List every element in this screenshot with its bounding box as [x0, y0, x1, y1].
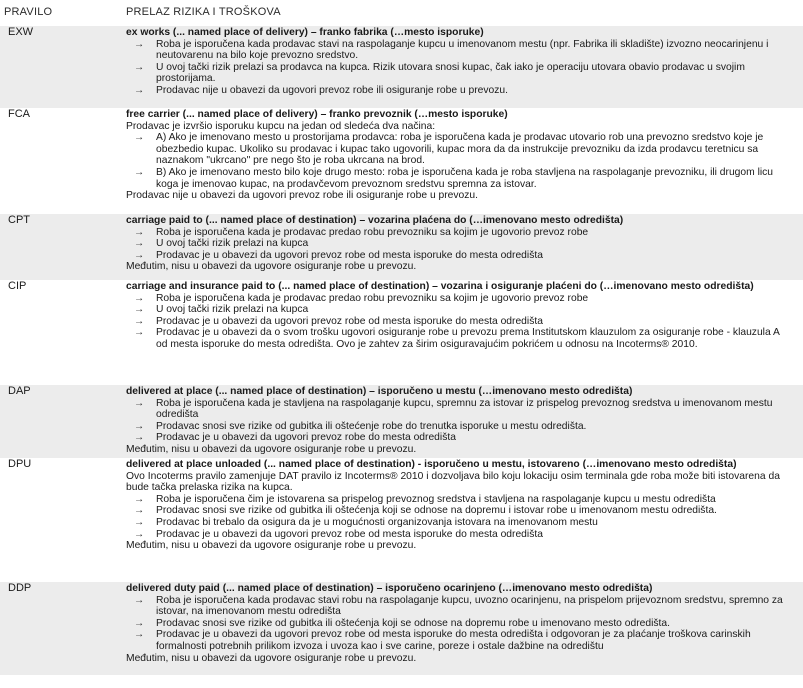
rule-note: Međutim, nisu u obavezi da ugovore osiguranje robe u prevozu.: [126, 261, 417, 273]
list-item: [126, 398, 789, 421]
list-item-text: Prodavac snosi sve rizike od gubitka ili oštećenje robe do trenutka isporuke u mestu odredišta.: [156, 420, 587, 432]
rule-description: [120, 458, 803, 582]
list-item-text: A) Ako je imenovano mesto u prostorijama prodavca: roba je isporučena kada je prodavac utovario rob una prevozno sredstvo koje je obezbedio kupac. Ukoliko su prodavac i kupac tako ugovorili, kupac mora da da instrukcije prevozniku da izda prodavcu teretnicu sa naznakom "ukrcano" pre nego što je roba ukrcana na brod.: [156, 132, 764, 167]
rule-cell: [0, 582, 120, 675]
list-item-text: B) Ako je imenovano mesto bilo koje drugo mesto: roba je isporučena kada je roba stavljena na raspolaganje prevozniku, ili drugom licu koga je imenovao kupac, na prodavčevom prevoznom sredstvu spremna za istovar.: [156, 166, 774, 190]
table-row: [0, 26, 803, 108]
list-item: [126, 432, 789, 444]
arrow-right-icon: →: [134, 38, 145, 50]
list-item-text: U ovoj tački rizik prelazi na kupca: [156, 238, 309, 250]
rule-code: DAP: [8, 385, 31, 397]
rule-code: CIP: [8, 280, 27, 292]
rule-title: delivered duty paid (... named place of destination) – isporučeno ocarinjeno (…imenovano mesto odredišta): [126, 583, 653, 594]
rule-description: [120, 385, 803, 458]
table-row: [0, 214, 803, 280]
rule-code: DDP: [8, 582, 32, 594]
rule-cell: [0, 214, 120, 280]
table-row: [0, 385, 803, 458]
arrow-right-icon: →: [134, 397, 145, 409]
rule-title: free carrier (... named place of delivery) – franko prevoznik (…mesto isporuke): [126, 109, 508, 120]
list-item: [126, 494, 789, 506]
list-item-text: Prodavac je u obavezi da ugovori prevoz robe od mesta isporuke do mesta odredišta: [156, 315, 543, 327]
rule-title: ex works (... named place of delivery) – franko fabrika (…mesto isporuke): [126, 27, 484, 38]
rule-description: [120, 582, 803, 675]
rule-description: [120, 26, 803, 108]
arrow-right-icon: →: [134, 420, 145, 432]
list-item-text: Prodavac nije u obavezi da ugovori prevoz robe ili osiguranje robe u prevozu.: [156, 84, 509, 96]
arrow-right-icon: →: [134, 304, 145, 316]
arrow-right-icon: →: [134, 61, 145, 73]
arrow-right-icon: →: [134, 84, 145, 96]
arrow-right-icon: →: [134, 432, 145, 444]
rule-cell: [0, 280, 120, 385]
rule-cell: [0, 108, 120, 214]
table-row: [0, 458, 803, 582]
list-item-text: Roba je isporučena kada je prodavac predao robu prevozniku sa kojim je ugovorio prevoz robe: [156, 292, 589, 304]
list-item: [126, 517, 789, 529]
rule-note: Prodavac nije u obavezi da ugovori prevoz robe ili osiguranje robe u prevozu.: [126, 190, 479, 202]
table-row: [0, 582, 803, 675]
rule-note: Međutim, nisu u obavezi da ugovore osiguranje robe u prevozu.: [126, 652, 417, 664]
rule-title: carriage paid to (... named place of destination) – vozarina plaćena do (…imenovano mesto odredišta): [126, 215, 624, 226]
rule-description: [120, 280, 803, 385]
table-row: [0, 280, 803, 385]
table-body: [0, 26, 803, 675]
rule-code: EXW: [8, 26, 34, 38]
rule-title: carriage and insurance paid to (... named place of destination) – vozarina i osiguranje plaćeni do (…imenovano mesto odredišta): [126, 281, 754, 292]
list-item: [126, 316, 789, 328]
arrow-right-icon: →: [134, 594, 145, 606]
list-item: [126, 238, 789, 250]
rule-cell: [0, 385, 120, 458]
arrow-right-icon: →: [134, 249, 145, 261]
arrow-right-icon: →: [134, 292, 145, 304]
list-item: [126, 529, 789, 541]
rule-note: Ovo Incoterms pravilo zamenjuje DAT pravilo iz Incoterms® 2010 i dozvoljava bilo koju lokaciju osim terminala gde roba može biti istovarena da bude tačka prelaska rizika na kupca.: [126, 470, 780, 494]
arrow-right-icon: →: [134, 238, 145, 250]
list-item-text: Prodavac bi trebalo da osigura da je u mogućnosti organizovanja istovara na imenovanom mestu: [156, 516, 598, 528]
list-item-text: Prodavac je u obavezi da ugovori prevoz robe od mesta isporuke do mesta odredišta: [156, 528, 543, 540]
header-rule-column: PRAVILO: [4, 6, 53, 19]
list-item-text: Prodavac je u obavezi da ugovori prevoz robe od mesta isporuke do mesta odredišta: [156, 249, 543, 261]
rule-note: Međutim, nisu u obavezi da ugovore osiguranje robe u prevozu.: [126, 443, 417, 455]
arrow-right-icon: →: [134, 493, 145, 505]
list-item: [126, 62, 789, 85]
list-item-text: Roba je isporučena čim je istovarena sa prispelog prevoznog sredstva i stavljena na raspolaganje kupcu u mestu odredišta: [156, 493, 716, 505]
arrow-right-icon: →: [134, 132, 145, 144]
arrow-right-icon: →: [134, 617, 145, 629]
list-item: [126, 167, 789, 190]
arrow-right-icon: →: [134, 516, 145, 528]
list-item-text: Roba je isporučena kada prodavac stavi robu na raspolaganje kupcu, uvozno ocarinjenu, na prispelom prijevoznom sredstvu, spremno za istovar, na imenovanom mestu odredišta: [156, 594, 783, 618]
rule-code: DPU: [8, 458, 32, 470]
list-item-text: U ovoj tački rizik prelazi na kupca: [156, 304, 309, 316]
arrow-right-icon: →: [134, 505, 145, 517]
list-item-text: Prodavac je u obavezi da ugovori prevoz robe od mesta isporuke do mesta odredišta i odgovoran je za plaćanje troškova carinskih formalnosti potrebnih prilikom izvoza i uvoza kao i sve carine, poreze i ostale dažbine na odredištu: [156, 629, 751, 652]
arrow-right-icon: →: [134, 315, 145, 327]
rule-title: delivered at place (... named place of destination) – isporučeno u mestu (…imenovano mesto odredišta): [126, 386, 633, 397]
rule-cell: [0, 26, 120, 108]
rule-description: [120, 108, 803, 214]
list-item-text: Roba je isporučena kada prodavac stavi na raspolaganje kupcu u imenovanom mestu (npr. Fabrika ili skladište) izvozno neocarinjenu i neutovarenu na bilo koje prevozno sredstvo.: [156, 38, 769, 62]
table-row: [0, 108, 803, 214]
arrow-right-icon: →: [134, 226, 145, 238]
list-item-text: Prodavac snosi sve rizike od gubitka ili oštećenja koji se odnose na dopremu robe u imenovano mesto odredišta.: [156, 617, 670, 629]
list-item-text: U ovoj tački rizik prelazi sa prodavca na kupca. Rizik utovara snosi kupac, čak iako je operaciju utovara obavio prodavac u svojim prostorijama.: [156, 61, 745, 85]
arrow-right-icon: →: [134, 528, 145, 540]
rule-description: [120, 214, 803, 280]
list-item: [126, 85, 789, 97]
list-item: [126, 629, 789, 652]
rule-title: delivered at place unloaded (... named place of destination) - isporučeno u mestu, istovareno (…imenovano mesto odredišta): [126, 459, 737, 470]
list-item: [126, 618, 789, 630]
list-item: [126, 293, 789, 305]
list-item: [126, 505, 789, 517]
table-header: [0, 0, 803, 26]
arrow-right-icon: →: [134, 629, 145, 641]
list-item: [126, 327, 789, 350]
list-item: [126, 39, 789, 62]
list-item: [126, 421, 789, 433]
list-item: [126, 132, 789, 167]
list-item-text: Roba je isporučena kada je stavljena na raspolaganje kupcu, spremnu za istovar iz prispelog prevoznog sredstva u imenovanom mestu odredišta: [156, 397, 773, 421]
list-item-text: Prodavac je u obavezi da o svom trošku ugovori osiguranje robe u prevozu prema Institutskom klauzulom za osiguranje robe - klauzula A od mesta isporuke do mesta odredišta. Ovo je zahtev za širim osiguravajućim pokrićem u odnosu na Incoterms® 2010.: [156, 327, 780, 350]
header-risk-column: PRELAZ RIZIKA I TROŠKOVA: [126, 6, 281, 19]
rule-note: Međutim, nisu u obavezi da ugovore osiguranje robe u prevozu.: [126, 540, 417, 552]
list-item: [126, 250, 789, 262]
list-item: [126, 595, 789, 618]
arrow-right-icon: →: [134, 327, 145, 339]
list-item-text: Prodavac snosi sve rizike od gubitka ili oštećenja koji se odnose na dopremu i istovar robe u imenovanom mestu odredišta.: [156, 505, 717, 517]
rule-code: CPT: [8, 214, 30, 226]
list-item-text: Roba je isporučena kada je prodavac predao robu prevozniku sa kojim je ugovorio prevoz robe: [156, 226, 589, 238]
rule-cell: [0, 458, 120, 582]
list-item-text: Prodavac je u obavezi da ugovori prevoz robe do mesta odredišta: [156, 432, 456, 444]
list-item: [126, 304, 789, 316]
rule-code: FCA: [8, 108, 30, 120]
arrow-right-icon: →: [134, 166, 145, 178]
list-item: [126, 227, 789, 239]
rule-note: Prodavac je izvršio isporuku kupcu na jedan od sledeća dva načina:: [126, 120, 436, 132]
